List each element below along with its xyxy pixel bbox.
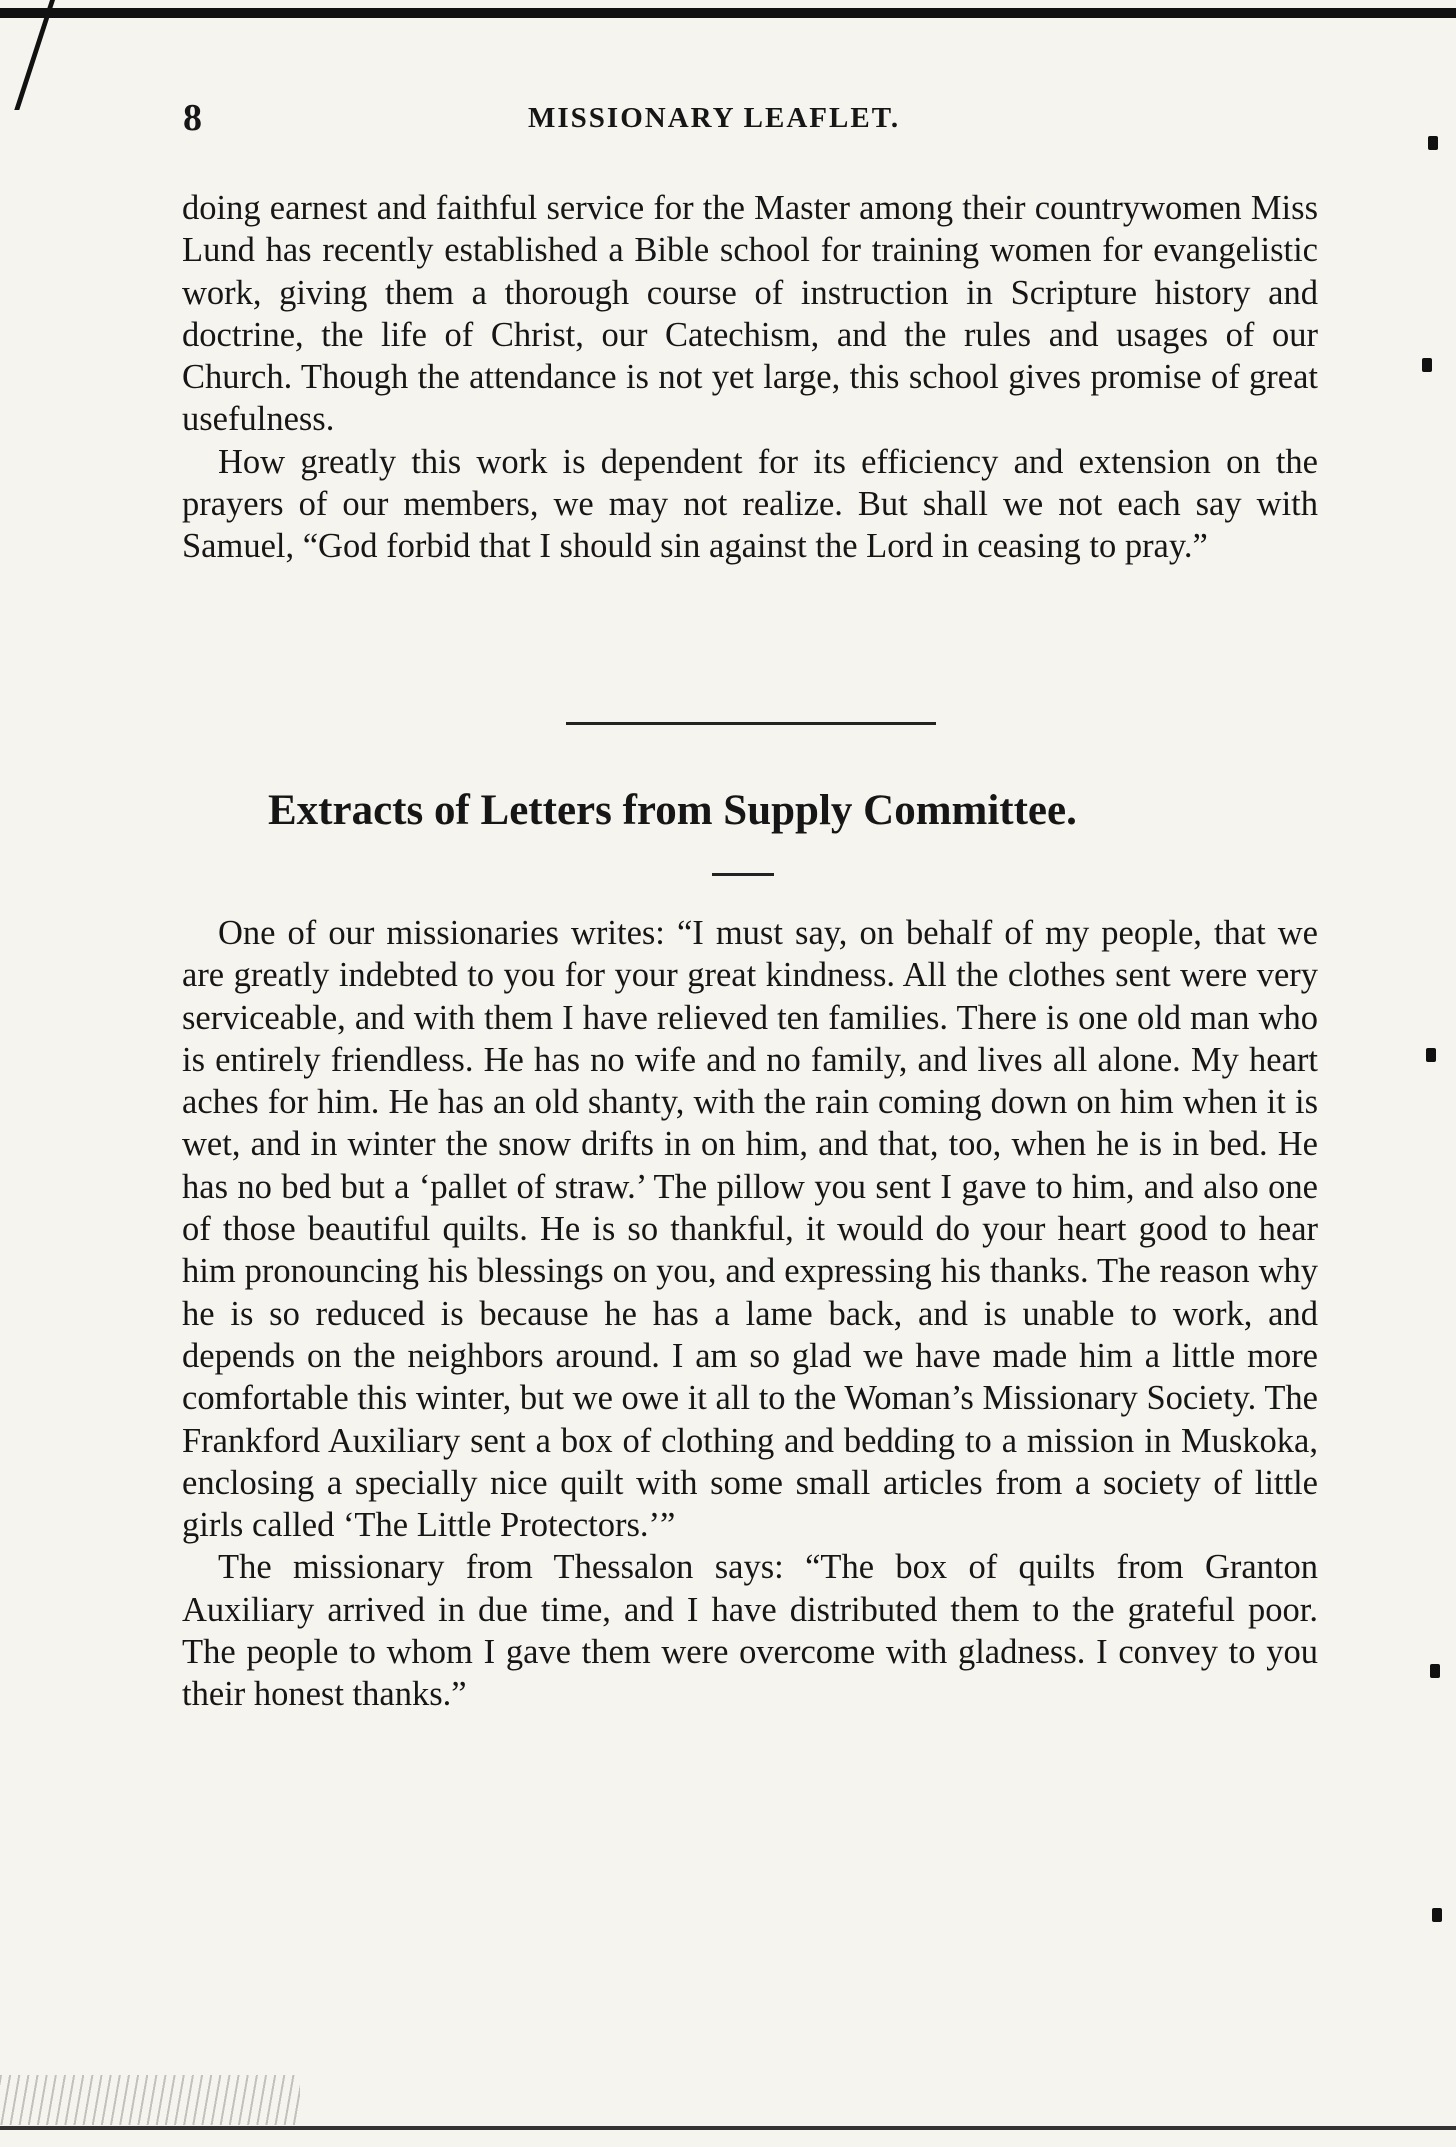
paragraph-bible-school: doing earnest and faithful service for the Master among their countrywomen Miss Lund has recently established a Bible school for training women for evangelistic work, giving them a thorough course of instruction in Scripture history and doctrine, the life of Christ, our Catechism, and the rules and usages of our Church. Though the attendance is not yet large, this school gives promise of great usefulness. <box>182 189 1318 439</box>
section-divider-short <box>712 873 774 876</box>
paragraph-missionary-letter: One of our missionaries writes: “I must say, on behalf of my people, that we are greatly indebted to you for your great kindness. All the clothes sent were very serviceable, and with them I have relieved ten families. There is one old man who is entirely friendless. He has no wife and no family, and lives all alone. My heart aches for him. He has an old shanty, with the rain coming down on him when it is wet, and in winter the snow drifts in on him, and that, too, when he is in bed. He has no bed but a ‘pallet of straw.’ The pillow you sent I gave to him, and also one of those beautiful quilts. He is so thankful, it would do your heart good to hear him pronouncing his blessings on you, and expressing his thanks. The reason why he is so reduced is because he has a lame back, and is unable to work, and depends on the neighbors around. I am so glad we have made him a little more comfortable this winter, but we owe it all to the Woman’s Missionary Society. The Frankford Auxiliary sent a box of clothing and bedding to a mission in Muskoka, enclosing a specially nice quilt with some small articles from a society of little girls called ‘The Little Protectors.’” <box>182 914 1318 1545</box>
running-title: MISSIONARY LEAFLET. <box>528 102 901 134</box>
letters-text-block <box>182 912 1318 1716</box>
scan-noise <box>0 2075 300 2125</box>
page-number: 8 <box>183 97 202 139</box>
paragraph-thessalon-letter: The missionary from Thessalon says: “The box of quilts from Granton Auxiliary arrived in due time, and I have distributed them to the grateful poor. The people to whom I gave them were overcome with gladness. I convey to you their honest thanks.” <box>182 1548 1318 1714</box>
top-text-block <box>182 187 1318 568</box>
corner-mark <box>0 0 55 110</box>
section-title: Extracts of Letters from Supply Committee. <box>268 787 1077 834</box>
paragraph-prayer: How greatly this work is dependent for its efficiency and extension on the prayers of our members, we may not realize. But shall we not each say with Samuel, “God forbid that I should sin against the Lord in ceasing to pray.” <box>182 442 1318 566</box>
bottom-border-rule <box>0 2126 1456 2130</box>
section-divider-long <box>566 722 936 725</box>
top-border-rule <box>0 8 1456 18</box>
